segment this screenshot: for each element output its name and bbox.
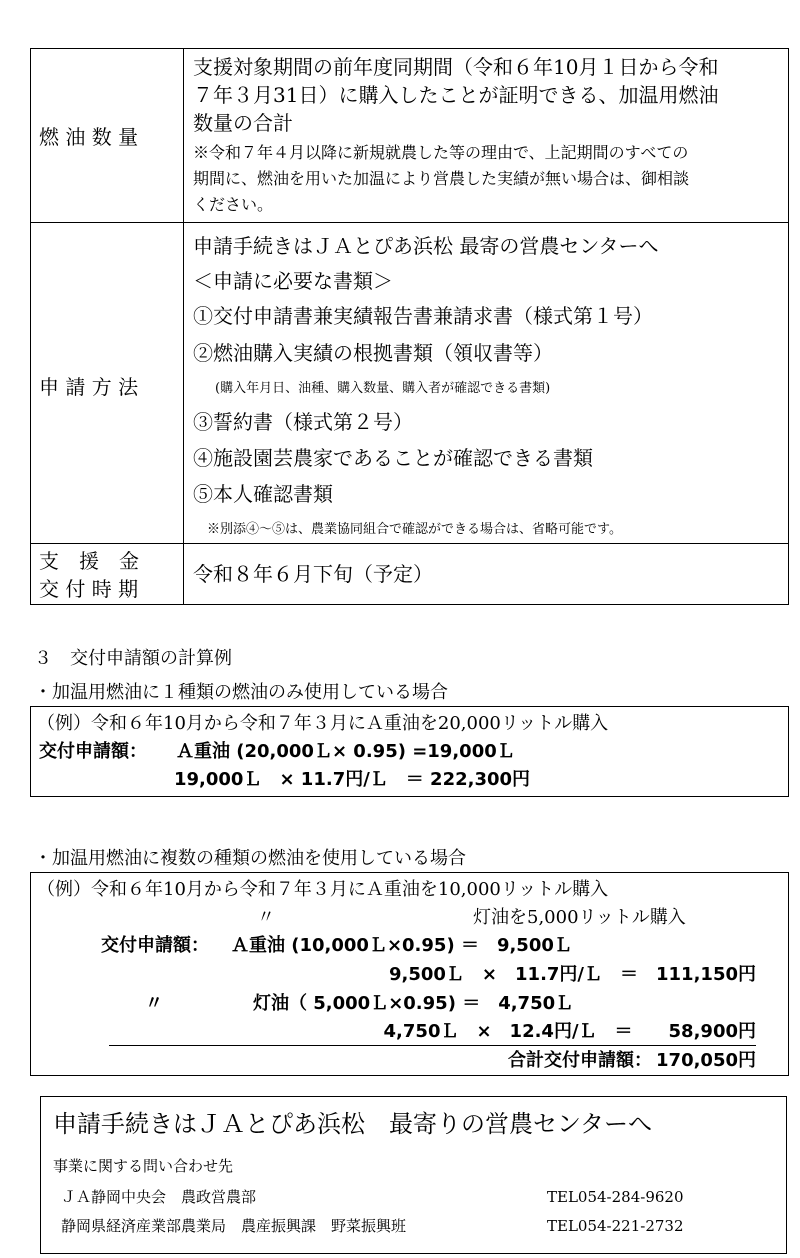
timing-value: 令和８年６月下旬（予定） bbox=[193, 562, 433, 586]
apply-intro: 申請手続きはＪＡとぴあ浜松 最寄の営農センターへ bbox=[193, 234, 659, 258]
contact-org: 静岡県経済産業部農業局 農産振興課 野菜振興班 bbox=[61, 1217, 407, 1235]
total-label: 合計交付申請額： bbox=[508, 1050, 652, 1071]
case2-row1-b: 9,500Ｌ × 11.7円/Ｌ ＝ 111,150円 bbox=[389, 964, 756, 985]
case2-calc-label: 交付申請額： bbox=[101, 935, 209, 956]
case2-title: ・加温用燃油に複数の種類の燃油を使用している場合 bbox=[34, 848, 466, 869]
apply-method-label: 申 請 方 法 bbox=[39, 375, 139, 399]
doc-item-note: (購入年月日、油種、購入数量、購入者が確認できる書類) bbox=[215, 381, 551, 396]
ditto-mark: 〃 bbox=[145, 993, 163, 1014]
doc-item: ④施設園芸農家であることが確認できる書類 bbox=[193, 446, 593, 470]
doc-item: ⑤本人確認書類 bbox=[193, 482, 333, 506]
fuel-amount-line: 支援対象期間の前年度同期間（令和６年10月１日から令和 bbox=[193, 55, 719, 79]
doc-item: ②燃油購入実績の根拠書類（領収書等） bbox=[193, 341, 553, 365]
total-value: 170,050円 bbox=[656, 1050, 756, 1071]
contact-org: ＪＡ静岡中央会 農政営農部 bbox=[61, 1188, 257, 1206]
case1-calc-label: 交付申請額： bbox=[39, 741, 147, 762]
timing-label-line2: 交 付 時 期 bbox=[39, 577, 139, 601]
case1-box bbox=[30, 706, 789, 797]
sum-rule bbox=[109, 1045, 756, 1046]
fuel-amount-note: 期間に、燃油を用いた加温により営農した実績が無い場合は、御相談 bbox=[193, 169, 690, 188]
apply-footnote: ※別添④～⑤は、農業協同組合で確認ができる場合は、省略可能です。 bbox=[207, 522, 622, 537]
contact-subhead: 事業に関する問い合わせ先 bbox=[53, 1157, 234, 1175]
case2-example: （例）令和６年10月から令和７年３月にＡ重油を10,000リットル購入 bbox=[37, 879, 609, 900]
case2-example-kerosene: 灯油を5,000リットル購入 bbox=[473, 907, 686, 928]
table-row-divider bbox=[31, 222, 788, 223]
doc-item: ③誓約書（様式第２号） bbox=[193, 410, 413, 434]
ditto-mark: 〃 bbox=[257, 907, 275, 928]
fuel-amount-label: 燃 油 数 量 bbox=[39, 125, 139, 149]
contact-tel: TEL054-221-2732 bbox=[547, 1217, 684, 1235]
timing-label-line1: 支 援 金 bbox=[39, 549, 139, 573]
case1-example: （例）令和６年10月から令和７年３月にＡ重油を20,000リットル購入 bbox=[37, 713, 609, 734]
case2-box bbox=[30, 872, 789, 1076]
case2-row2-b: 4,750Ｌ × 12.4円/Ｌ ＝ 58,900円 bbox=[383, 1021, 756, 1042]
contact-tel: TEL054-284-9620 bbox=[547, 1188, 684, 1206]
case2-row2-a: 灯油（ 5,000Ｌ×0.95) ＝ 4,750Ｌ bbox=[253, 993, 574, 1014]
case1-calc-line1: Ａ重油 (20,000Ｌ× 0.95) =19,000Ｌ bbox=[176, 741, 515, 762]
fuel-amount-line: 数量の合計 bbox=[193, 111, 293, 135]
docs-heading: ＜申請に必要な書類＞ bbox=[193, 269, 393, 293]
fuel-amount-line: ７年３月31日）に購入したことが証明できる、加温用燃油 bbox=[193, 83, 719, 107]
fuel-amount-note: ※令和７年４月以降に新規就農した等の理由で、上記期間のすべての bbox=[193, 143, 689, 162]
case1-calc-line2: 19,000Ｌ × 11.7円/Ｌ ＝ 222,300円 bbox=[174, 769, 531, 790]
table-column-divider bbox=[183, 49, 184, 604]
case2-row1-a: Ａ重油 (10,000Ｌ×0.95) ＝ 9,500Ｌ bbox=[231, 935, 572, 956]
doc-item: ①交付申請書兼実績報告書兼請求書（様式第１号） bbox=[193, 304, 653, 328]
contact-headline: 申請手続きはＪＡとぴあ浜松 最寄りの営農センターへ bbox=[53, 1110, 653, 1138]
fuel-amount-note: ください。 bbox=[193, 195, 274, 214]
table-row-divider bbox=[31, 543, 788, 544]
contact-box bbox=[40, 1096, 787, 1254]
info-table bbox=[30, 48, 789, 605]
section-heading: ３ 交付申請額の計算例 bbox=[34, 648, 232, 669]
case1-title: ・加温用燃油に１種類の燃油のみ使用している場合 bbox=[34, 682, 448, 703]
